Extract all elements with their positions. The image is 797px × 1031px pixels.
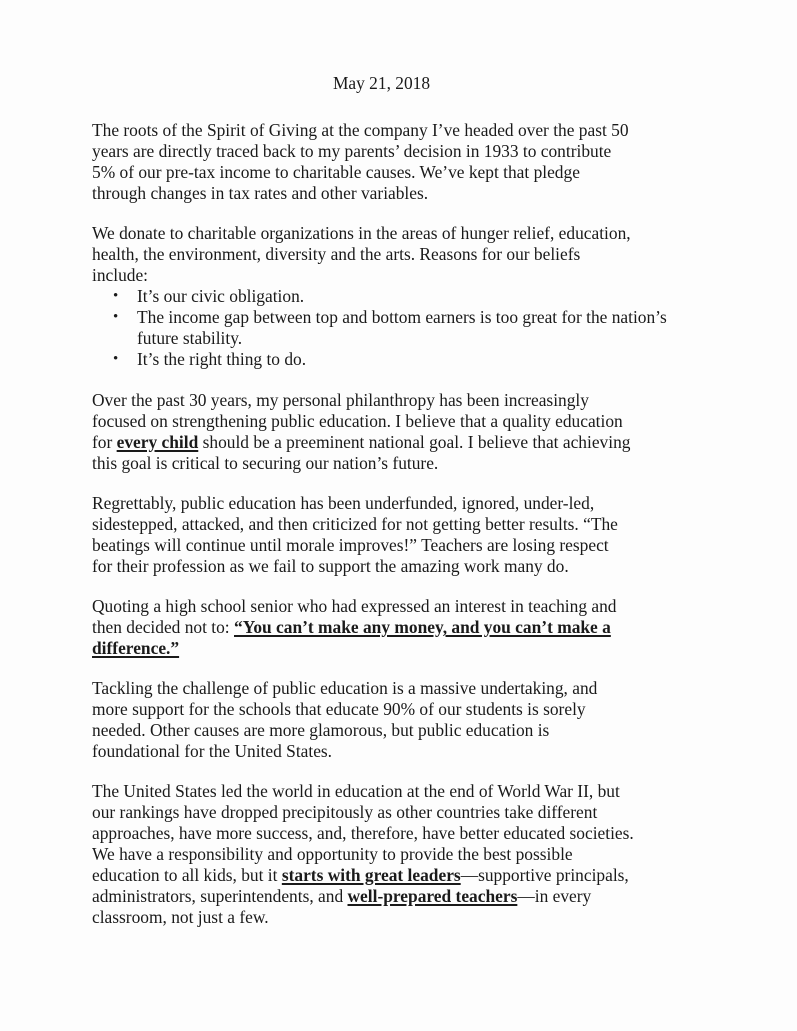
paragraph-roots xyxy=(92,120,704,204)
text-line xyxy=(92,886,704,907)
text-fragment: —in every xyxy=(517,886,592,906)
text-line: for their profession as we fail to support the amazing work many do. xyxy=(92,556,569,576)
text-line: needed. Other causes are more glamorous, but public education is xyxy=(92,720,550,740)
text-line xyxy=(92,865,704,886)
paragraph-challenge xyxy=(92,678,704,762)
paragraph-philanthropy xyxy=(92,390,704,474)
text-line: Over the past 30 years, my personal philanthropy has been increasingly xyxy=(92,390,589,410)
emphasis-prepared-teachers: well-prepared teachers xyxy=(347,886,518,906)
text-fragment: then decided not to: xyxy=(92,617,234,637)
paragraph-world-rankings xyxy=(92,781,704,928)
letter-date: May 21, 2018 xyxy=(332,73,431,93)
list-item: • The income gap between top and bottom earners is too great for the nation’s future stability. xyxy=(137,307,682,349)
text-line: The United States led the world in education at the end of World War II, but xyxy=(92,781,620,801)
text-line: this goal is critical to securing our nation’s future. xyxy=(92,453,439,473)
text-line: approaches, have more success, and, therefore, have better educated societies. xyxy=(92,823,634,843)
text-fragment: administrators, superintendents, and xyxy=(92,886,348,906)
text-line: classroom, not just a few. xyxy=(92,907,269,927)
text-line: health, the environment, diversity and the arts. Reasons for our beliefs xyxy=(92,244,581,264)
letter-body xyxy=(92,120,704,947)
text-line: We donate to charitable organizations in the areas of hunger relief, education, xyxy=(92,223,631,243)
list-item: • It’s our civic obligation. xyxy=(137,286,704,307)
text-line: foundational for the United States. xyxy=(92,741,333,761)
emphasis-senior-quote-end: difference.” xyxy=(92,638,180,658)
text-line: through changes in tax rates and other variables. xyxy=(92,183,429,203)
emphasis-every-child: every child xyxy=(116,432,199,452)
text-line: sidestepped, attacked, and then criticized for not getting better results. “The xyxy=(92,514,618,534)
text-line: Tackling the challenge of public education is a massive undertaking, and xyxy=(92,678,598,698)
paragraph-regrettably xyxy=(92,493,704,577)
text-line: The roots of the Spirit of Giving at the company I’ve headed over the past 50 xyxy=(92,120,629,140)
text-line: our rankings have dropped precipitously as other countries take different xyxy=(92,802,598,822)
text-fragment: education to all kids, but it xyxy=(92,865,282,885)
text-line xyxy=(92,432,704,453)
emphasis-senior-quote: “You can’t make any money, and you can’t make a xyxy=(234,617,611,637)
text-line: We have a responsibility and opportunity to provide the best possible xyxy=(92,844,573,864)
text-line: years are directly traced back to my parents’ decision in 1933 to contribute xyxy=(92,141,612,161)
text-line: Quoting a high school senior who had expressed an interest in teaching and xyxy=(92,596,617,616)
paragraph-quote xyxy=(92,596,704,659)
text-line: beatings will continue until morale improves!” Teachers are losing respect xyxy=(92,535,609,555)
text-line: 5% of our pre-tax income to charitable causes. We’ve kept that pledge xyxy=(92,162,580,182)
reasons-list xyxy=(92,286,704,370)
text-line: more support for the schools that educate 90% of our students is sorely xyxy=(92,699,586,719)
text-fragment: should be a preeminent national goal. I believe that achieving xyxy=(198,432,631,452)
paragraph-donations xyxy=(92,223,704,286)
list-item: • It’s the right thing to do. xyxy=(137,349,704,370)
text-line: focused on strengthening public education. I believe that a quality education xyxy=(92,411,623,431)
text-fragment: —supportive principals, xyxy=(460,865,629,885)
text-line xyxy=(92,638,704,659)
text-line: include: xyxy=(92,265,149,285)
text-fragment: for xyxy=(92,432,117,452)
text-line: Regrettably, public education has been underfunded, ignored, under-led, xyxy=(92,493,595,513)
emphasis-great-leaders: starts with great leaders xyxy=(281,865,461,885)
text-line xyxy=(92,617,704,638)
